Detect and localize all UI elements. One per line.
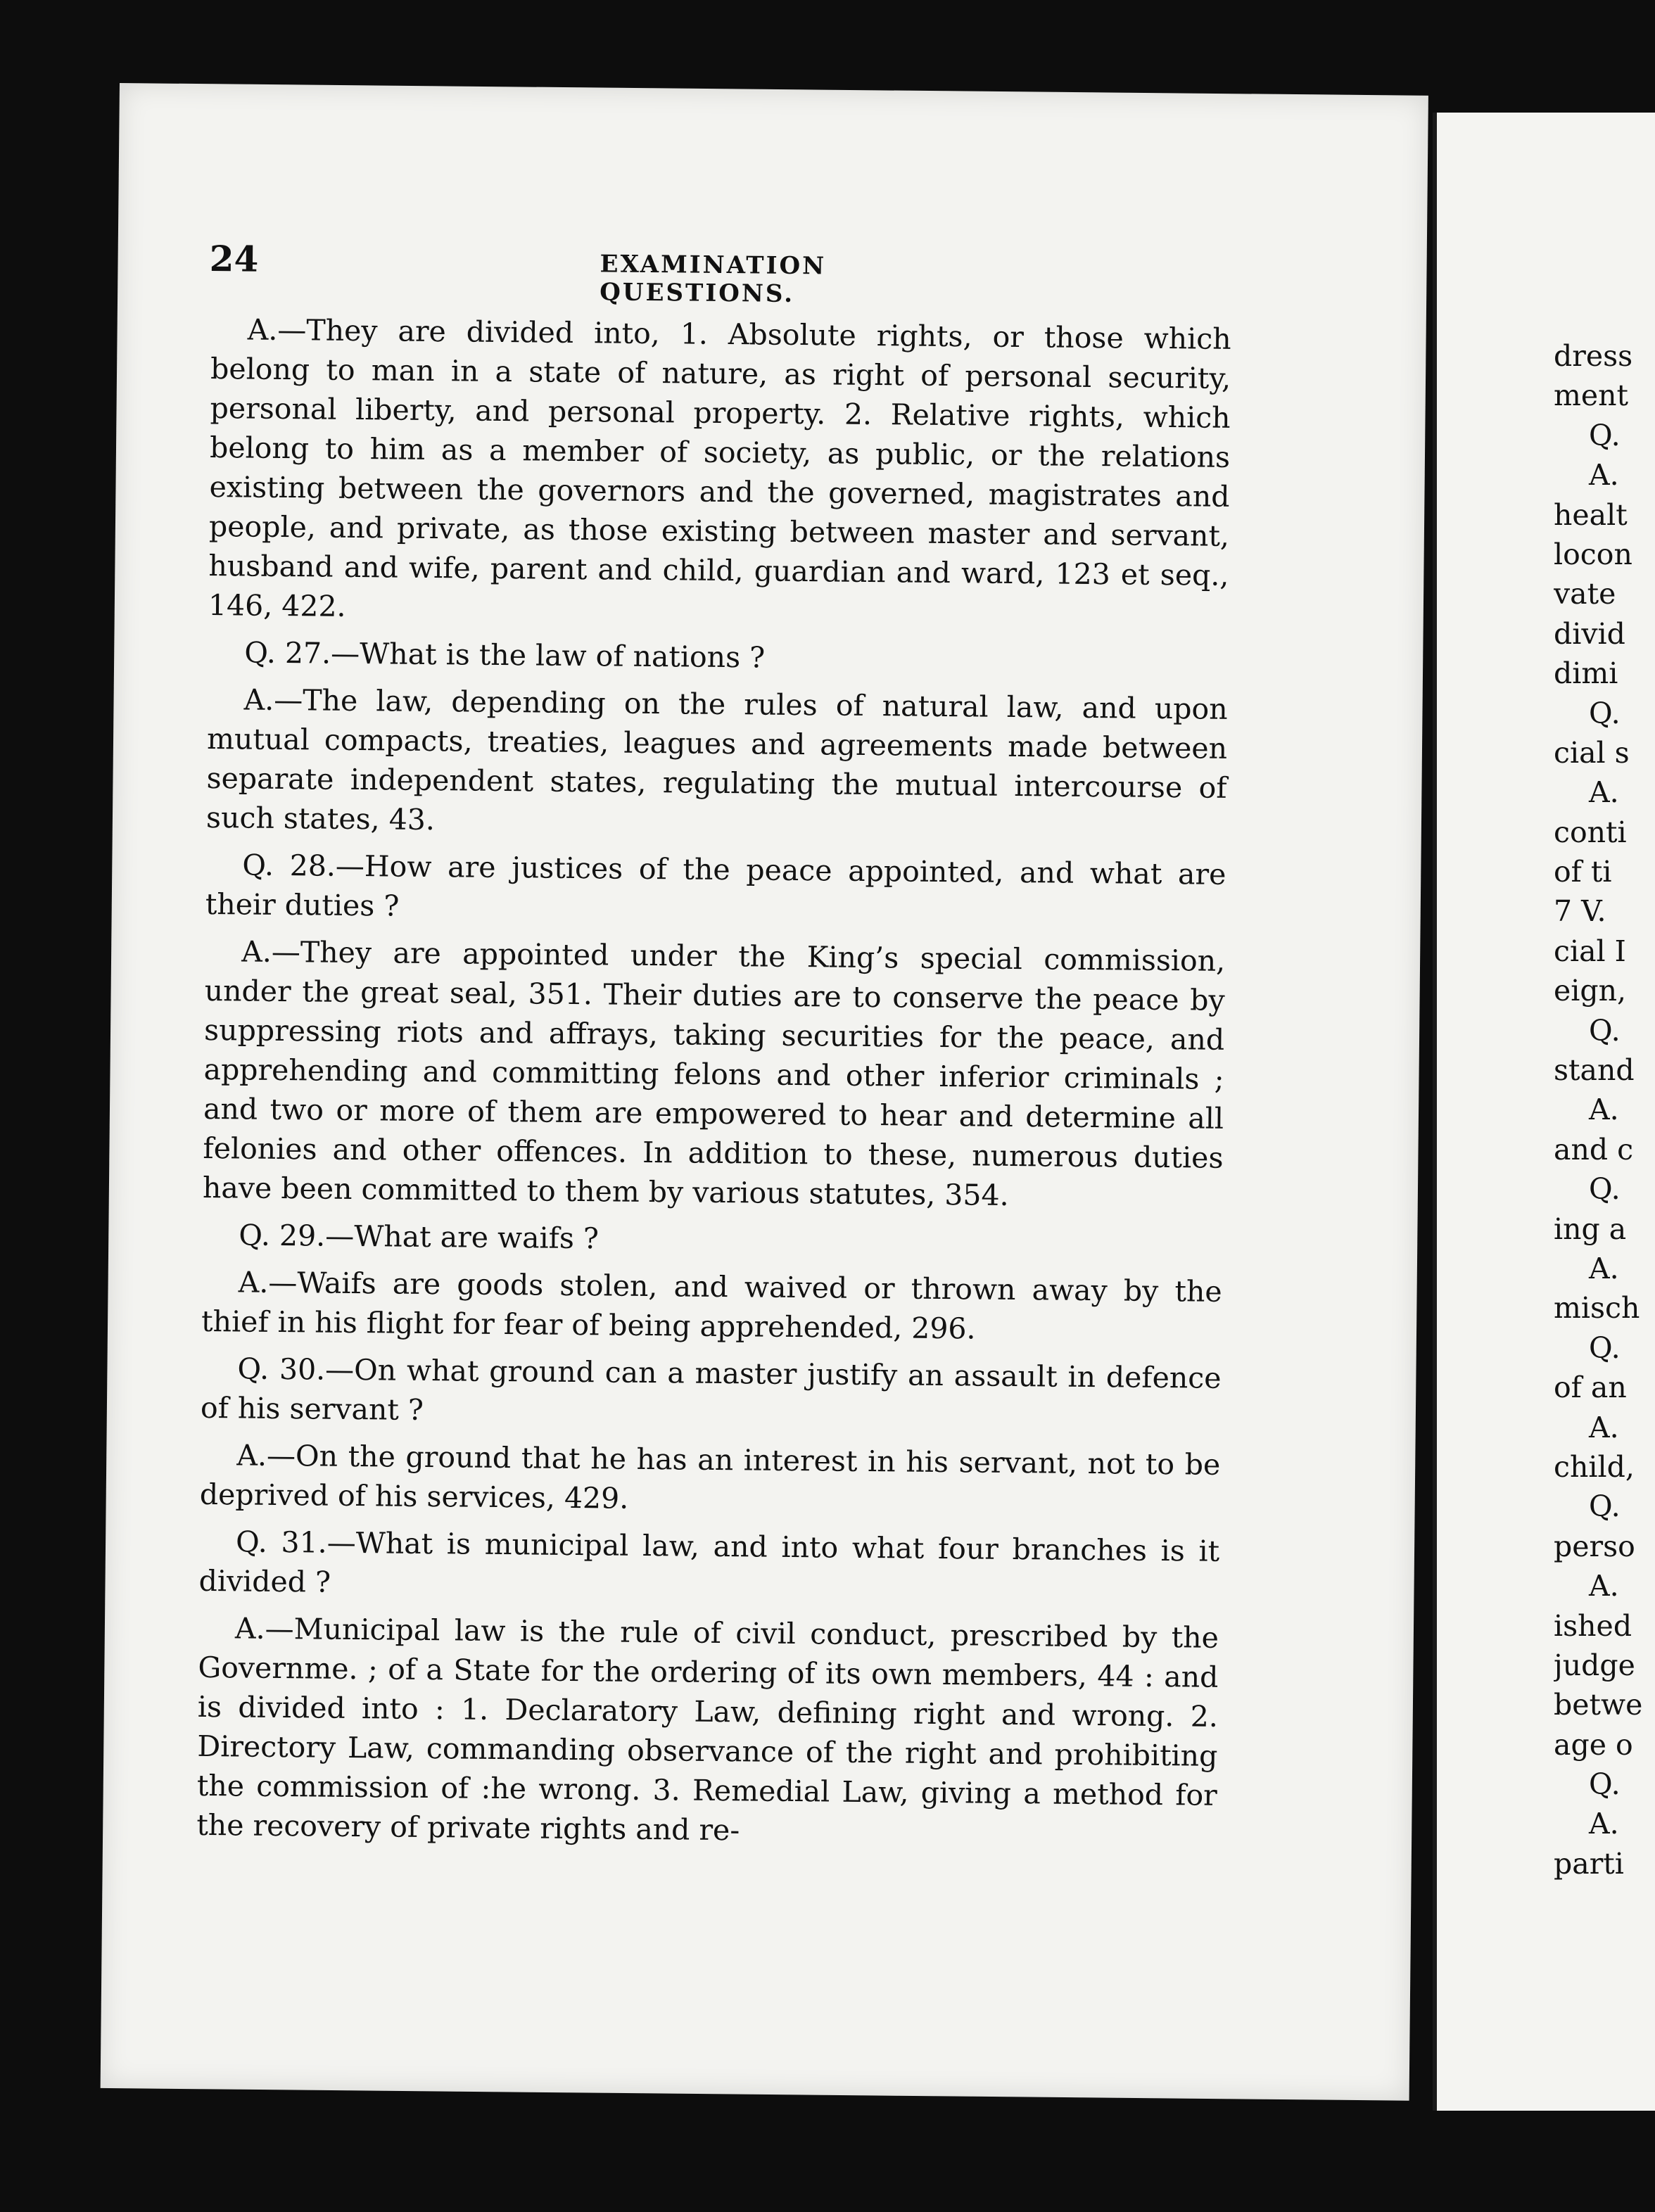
right-page-line: A. <box>1589 775 1619 810</box>
right-page-line: dimi <box>1554 656 1618 691</box>
right-page-line: A. <box>1589 1807 1619 1841</box>
right-page-line: Q. <box>1589 418 1621 452</box>
right-page-line: cial s <box>1554 735 1630 770</box>
right-page-line: stand <box>1554 1053 1635 1088</box>
question-paragraph: Q. 28.—How are justices of the peace appointed, and what are their duties ? <box>205 848 1226 923</box>
right-page-line: judge <box>1554 1648 1635 1682</box>
right-page-line: healt <box>1554 497 1628 532</box>
question-paragraph: Q. 29.—What are waifs ? <box>239 1218 600 1256</box>
page-header <box>209 238 998 308</box>
right-page-line: parti <box>1554 1846 1624 1881</box>
question-paragraph: Q. 27.—What is the law of nations ? <box>244 635 766 675</box>
right-page-line: ished <box>1554 1608 1632 1643</box>
answer-paragraph: A.—On the ground that he has an interest in his servant, not to be deprived of his services, 429. <box>199 1438 1221 1515</box>
right-page-line: 7 V. <box>1554 894 1606 929</box>
answer-paragraph: A.—The law, depending on the rules of natural law, and upon mutual compacts, treaties, leagues and agreements made between separate independent states, regulating the mutual intercourse of such states, 43. <box>205 682 1228 837</box>
right-page-line: misch <box>1554 1291 1640 1326</box>
right-page-line: A. <box>1589 1410 1619 1444</box>
right-page-line: Q. <box>1589 1013 1621 1048</box>
right-page-line: Q. <box>1589 1172 1621 1207</box>
answer-paragraph: A.—Waifs are goods stolen, and waived or thrown away by the thief in his flight for fear of being apprehended, 296. <box>201 1265 1222 1346</box>
right-page-line: of an <box>1554 1371 1627 1405</box>
question-paragraph: Q. 31.—What is municipal law, and into what four branches is it divided ? <box>198 1525 1220 1599</box>
right-page-line: and c <box>1554 1132 1634 1167</box>
right-page-line: cial I <box>1554 934 1626 968</box>
right-page-line: Q. <box>1589 1489 1621 1524</box>
right-page-line: conti <box>1554 815 1627 849</box>
right-page-line: of ti <box>1554 855 1612 889</box>
right-page-line: betwe <box>1554 1688 1643 1722</box>
question-paragraph: Q. 30.—On what ground can a master justify an assault in defence of his servant ? <box>200 1352 1222 1427</box>
right-page-line: eign, <box>1554 974 1627 1008</box>
right-page-line: age o <box>1554 1727 1633 1762</box>
right-page-line: dress <box>1554 339 1633 373</box>
right-page-line: locon <box>1554 537 1632 571</box>
running-title: EXAMINATION QUESTIONS. <box>600 250 827 308</box>
answer-paragraph: A.—They are divided into, 1. Absolute rights, or those which belong to man in a state of nature, as right of personal security, personal liberty, and personal property. 2. Relative rights, which belong to him as a member of society, as public, or the relations existing between the governors and the governed, magistrates and people, and private, as those existing between master and servant, husband and wife, parent and child, guardian and ward, 123 et seq., 146, 422. <box>208 312 1231 623</box>
right-page-line: A. <box>1589 1569 1619 1603</box>
right-page-line: vate <box>1554 577 1616 611</box>
page-number: 24 <box>209 238 259 280</box>
right-page-line: divid <box>1554 616 1625 651</box>
right-page-line: child, <box>1554 1449 1635 1484</box>
right-page-line: ment <box>1554 379 1629 413</box>
right-page-line: A. <box>1589 1093 1619 1127</box>
right-page-line: Q. <box>1589 696 1621 730</box>
right-page-line: A. <box>1589 1251 1619 1285</box>
right-page-text <box>1554 336 1652 1883</box>
right-page-line: ing a <box>1554 1212 1627 1246</box>
answer-paragraph: A.—They are appointed under the King’s special commission, under the great seal, 351. Their duties are to conserve the peace by suppressing riots and affrays, taking securities for the peace, and apprehending and committing felons and other inferior criminals ; and two or more of them are empowered to hear and determine all felonies and other offences. In addition to these, numerous duties have been committed to them by various statutes, 354. <box>202 934 1226 1212</box>
answer-paragraph: A.—Municipal law is the rule of civil conduct, prescribed by the Governme. ; of a State for the ordering of its own members, 44 : and is divided into : 1. Declaratory Law, defining right and wrong. 2. Directory Law, commanding observance of the right and prohibiting the commission of :he wrong. 3. Remedial Law, giving a method for the recovery of private rights and re- <box>196 1611 1219 1848</box>
right-page-line: perso <box>1554 1529 1635 1563</box>
right-page-line: Q. <box>1589 1330 1621 1365</box>
right-page-line: A. <box>1589 458 1619 492</box>
right-page-line: Q. <box>1589 1767 1621 1802</box>
page-body <box>196 310 1231 1862</box>
